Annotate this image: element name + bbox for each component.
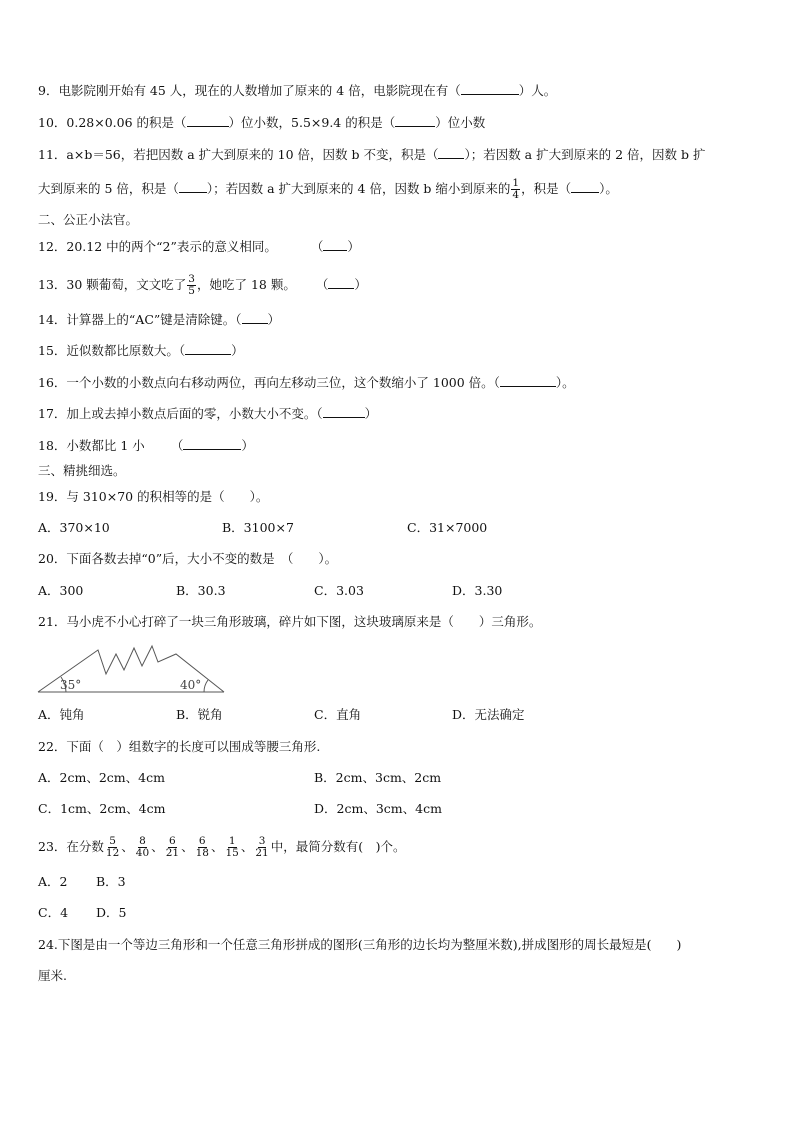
fraction: $\frac{5}{12}$ xyxy=(105,835,120,859)
option-b[interactable]: B．2cm、3cm、2cm xyxy=(314,770,442,785)
option-d[interactable]: D．2cm、3cm、4cm xyxy=(314,801,442,816)
answer-blank[interactable] xyxy=(461,82,519,95)
option-a[interactable]: A．300 xyxy=(38,583,84,598)
question-22-stem: 22．下面（ ）组数字的长度可以围成等腰三角形. xyxy=(38,739,321,754)
fraction: $\frac{3}{21}$ xyxy=(255,835,269,859)
option-b[interactable]: B．30.3 xyxy=(176,583,226,598)
question-24-line-1: 24.下图是由一个等边三角形和一个任意三角形拼成的图形(三角形的边长均为整厘米数),拼成图形的周长最短是( ) xyxy=(38,937,682,952)
question-23-stem: 23．在分数 $\frac{5}{12}$ 、 $\frac{8}{40}$ 、 $\frac{6}{21}$ 、 $\frac{6}{18}$ 、 $\frac{1}{15}$ 、 $\frac{3}{21}$ 中，最简分数有( )个。 xyxy=(38,835,406,859)
fraction: $\frac{1}{4}$ xyxy=(512,177,520,201)
answer-blank[interactable] xyxy=(242,311,268,324)
section-heading-3: 三、精挑细选。 xyxy=(38,463,126,478)
right-angle-arc xyxy=(204,680,208,692)
question-13: 13．30 颗葡萄，文文吃了 $\frac{3}{5}$ ，她吃了 18 颗。 （ ） xyxy=(38,273,367,297)
fraction: $\frac{8}{40}$ xyxy=(135,835,150,859)
answer-blank[interactable] xyxy=(179,180,207,193)
answer-blank[interactable] xyxy=(395,114,435,127)
question-17: 17．加上或去掉小数点后面的零，小数大小不变。（ ） xyxy=(38,406,378,421)
answer-blank[interactable] xyxy=(323,405,365,418)
fraction: $\frac{6}{21}$ xyxy=(165,835,180,859)
fraction: $\frac{1}{15}$ xyxy=(225,835,239,859)
option-c[interactable]: C．3.03 xyxy=(314,583,364,598)
option-a[interactable]: A．钝角 xyxy=(38,707,85,722)
angle-label-right: 40° xyxy=(180,678,202,692)
option-a[interactable]: A．370×10 xyxy=(38,520,110,535)
option-c[interactable]: C．4 xyxy=(38,905,69,920)
option-a[interactable]: A．2 xyxy=(38,874,68,889)
angle-label-left: 35° xyxy=(60,678,82,692)
question-11-line-2: 大到原来的 5 倍，积是（ ）；若因数 a 扩大到原来的 4 倍，因数 b 缩小到原来的 $\frac{1}{4}$ ，积是（ ）。 xyxy=(38,177,618,201)
answer-blank[interactable] xyxy=(328,276,354,289)
question-21-stem: 21．马小虎不小心打碎了一块三角形玻璃，碎片如下图，这块玻璃原来是（ ）三角形。 xyxy=(38,614,542,629)
question-19-stem: 19．与 310×70 的积相等的是（ ）。 xyxy=(38,489,269,504)
answer-blank[interactable] xyxy=(571,180,599,193)
broken-glass-triangle-figure xyxy=(36,640,228,696)
option-d[interactable]: D．无法确定 xyxy=(452,707,525,722)
question-15: 15．近似数都比原数大。（ ） xyxy=(38,343,244,358)
fraction: $\frac{6}{18}$ xyxy=(195,835,209,859)
question-24-line-2: 厘米. xyxy=(38,968,67,983)
option-d[interactable]: D．3.30 xyxy=(452,583,503,598)
question-14: 14．计算器上的“AC”键是清除键。（ ） xyxy=(38,312,281,327)
option-c[interactable]: C．直角 xyxy=(314,707,362,722)
option-c[interactable]: C．1cm、2cm、4cm xyxy=(38,801,166,816)
answer-blank[interactable] xyxy=(187,114,229,127)
answer-blank[interactable] xyxy=(500,374,556,387)
answer-blank[interactable] xyxy=(438,146,464,159)
option-c[interactable]: C．31×7000 xyxy=(407,520,488,535)
answer-blank[interactable] xyxy=(185,342,231,355)
option-a[interactable]: A．2cm、2cm、4cm xyxy=(38,770,165,785)
option-b[interactable]: B．3 xyxy=(96,874,126,889)
question-12: 12．20.12 中的两个“2”表示的意义相同。 （ ） xyxy=(38,239,360,254)
question-11-line-1: 11．a×b＝56，若把因数 a 扩大到原来的 10 倍，因数 b 不变，积是（ ）；若因数 a 扩大到原来的 2 倍，因数 b 扩 xyxy=(38,147,706,162)
answer-blank[interactable] xyxy=(183,437,241,450)
option-b[interactable]: B．3100×7 xyxy=(222,520,294,535)
question-20-stem: 20．下面各数去掉“0”后，大小不变的数是 （ ）。 xyxy=(38,551,338,566)
fraction: $\frac{3}{5}$ xyxy=(188,273,195,297)
question-16: 16．一个小数的小数点向右移动两位，再向左移动三位，这个数缩小了 1000 倍。（ ）。 xyxy=(38,375,575,390)
option-b[interactable]: B．锐角 xyxy=(176,707,223,722)
question-10: 10．0.28×0.06 的积是（ ）位小数，5.5×9.4 的积是（ ）位小数 xyxy=(38,115,486,130)
section-heading-2: 二、公正小法官。 xyxy=(38,212,139,227)
question-18: 18．小数都比 1 小 （ ） xyxy=(38,438,254,453)
answer-blank[interactable] xyxy=(323,238,347,251)
question-9: 9．电影院刚开始有 45 人，现在的人数增加了原来的 4 倍，电影院现在有（ ）人。 xyxy=(38,83,557,98)
option-d[interactable]: D．5 xyxy=(96,905,127,920)
